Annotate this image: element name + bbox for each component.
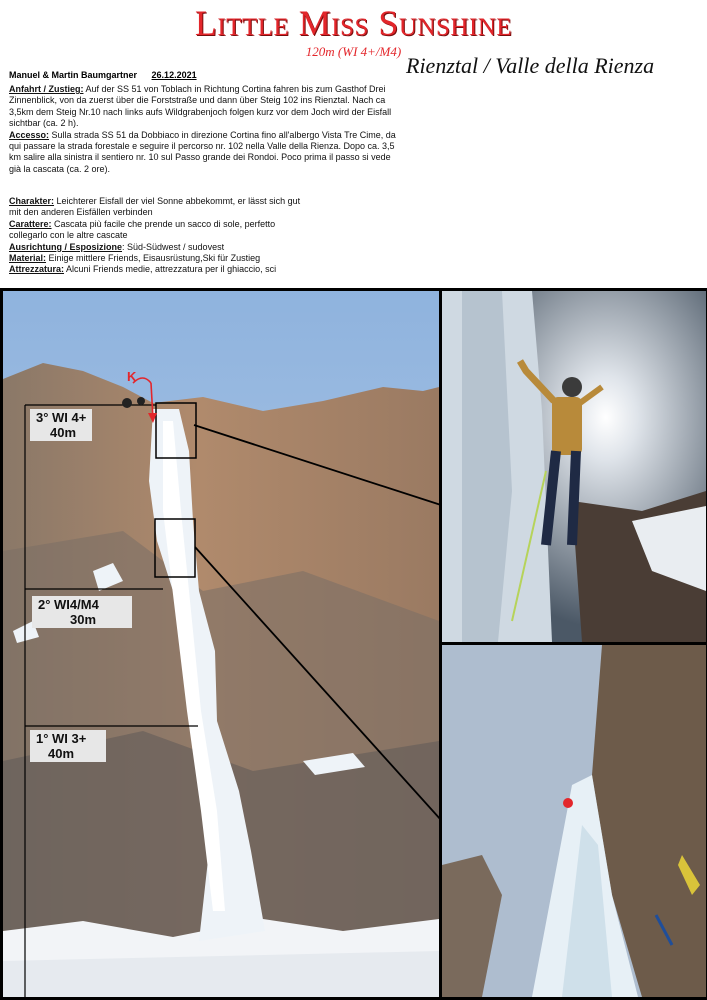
authors-line (9, 70, 197, 80)
exposure-text: : Süd-Südwest / sudovest (122, 241, 225, 252)
authors: Manuel & Martin Baumgartner (9, 70, 138, 80)
equipment-label: Attrezzatura: (9, 264, 65, 275)
details-block (9, 196, 309, 276)
exposure-label: Ausrichtung / Esposizione (9, 241, 123, 252)
pitch-1-grade: 1° WI 3+ (36, 731, 87, 746)
pitch-2-length: 30m (70, 612, 97, 627)
topo-photo (3, 291, 439, 997)
date: 26.12.2021 (151, 70, 197, 80)
pitch-3-grade: 3° WI 4+ (36, 410, 87, 425)
pitch-3-label (30, 409, 92, 441)
page-title: Little Miss Sunshine (194, 3, 513, 43)
climber-photo-upper (442, 291, 706, 642)
approach-it-label: Accesso: (9, 129, 50, 140)
material-text: Einige mittlere Friends, Eisausrüstung,Ski für Zustieg (46, 253, 261, 264)
route-subtitle: 120m (WI 4+/M4) (305, 44, 402, 59)
character-it-label: Carattere: (9, 218, 52, 229)
character-it-text: Cascata più facile che prende un sacco di sole, perfetto collegarlo con le altre cascate (9, 218, 276, 241)
approach-de-text: Auf der SS 51 von Toblach in Richtung Cortina fahren bis zum Gasthof Drei Zinnenblick, von da zuerst über die Forststraße und dann über Steig 102 ins Rienztal. Nach ca 3,5km dem Steig Nr.10 nach links aufs Wildgrabenjoch folgen kurz vor dem Joch wird der Eisfall sichtbar (ca. 2 h). (9, 84, 392, 129)
pitch-1-label (30, 730, 106, 762)
pitch-2-grade: 2° WI4/M4 (38, 597, 99, 612)
material-label: Material: (9, 253, 47, 264)
approach-it-text: Sulla strada SS 51 da Dobbiaco in direzione Cortina fino all'albergo Vista Tre Cime, da qui passare la strada forestale e seguire il percorso nr. 102 nella Valle della Rienza. Dopo ca. 3,5 km salire alla sinistra il sentiero nr. 10 sul Passo grande dei Rondoi. Poco prima il passo si vede già la cascata (ca. 2 ore). (9, 129, 396, 174)
climber-photo-lower (442, 645, 706, 997)
anchor-label: K (127, 369, 137, 384)
equipment-text: Alcuni Friends medie, attrezzatura per il ghiaccio, sci (64, 264, 277, 275)
pitch-3-length: 40m (50, 425, 77, 440)
pitch-2-label (32, 596, 132, 628)
character-de-text: Leichterer Eisfall der viel Sonne abbekommt, er lässt sich gut mit den anderen Eisfällen verbinden (9, 196, 301, 218)
approach-de-label: Anfahrt / Zustieg: (9, 84, 84, 94)
character-de-label: Charakter: (9, 196, 55, 206)
approach-block (9, 84, 401, 175)
pitch-1-length: 40m (48, 746, 75, 761)
region-name: Rienztal / Valle della Rienza (406, 53, 655, 78)
